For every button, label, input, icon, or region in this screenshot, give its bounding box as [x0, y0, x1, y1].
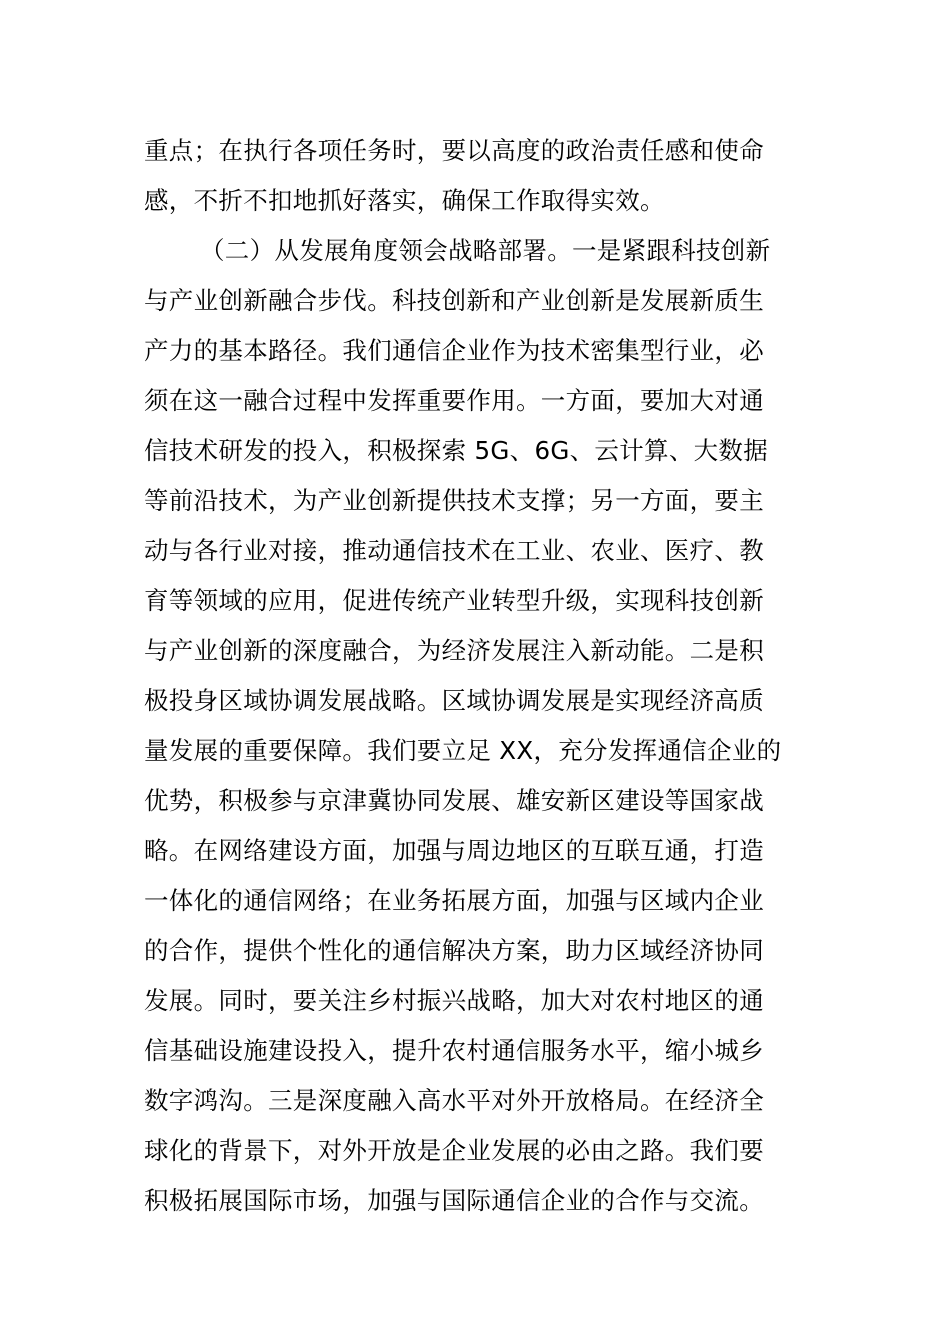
text-line: 数字鸿沟。三是深度融入高水平对外开放格局。在经济全 — [144, 1086, 764, 1115]
text-line: 信基础设施建设投入，提升农村通信服务水平，缩小城乡 — [144, 1036, 764, 1065]
text-line: 育等领域的应用，促进传统产业转型升级，实现科技创新 — [144, 586, 764, 615]
text-line: 积极拓展国际市场，加强与国际通信企业的合作与交流。 — [144, 1186, 764, 1215]
paragraph-start-line: （二）从发展角度领会战略部署。一是紧跟科技创新 — [200, 236, 771, 265]
text-line: 极投身区域协调发展战略。区域协调发展是实现经济高质 — [144, 686, 764, 715]
text-line: 动与各行业对接，推动通信技术在工业、农业、医疗、教 — [144, 536, 764, 565]
text-line: 产力的基本路径。我们通信企业作为技术密集型行业，必 — [144, 336, 764, 365]
text-line: 与产业创新融合步伐。科技创新和产业创新是发展新质生 — [144, 286, 764, 315]
text-line: 与产业创新的深度融合，为经济发展注入新动能。二是积 — [144, 636, 764, 665]
text-line: 等前沿技术，为产业创新提供技术支撑；另一方面，要主 — [144, 486, 764, 515]
text-line: 略。在网络建设方面，加强与周边地区的互联互通，打造 — [144, 836, 764, 865]
text-line: 信技术研发的投入，积极探索 5G、6G、云计算、大数据 — [144, 436, 769, 465]
text-line: 优势，积极参与京津冀协同发展、雄安新区建设等国家战 — [144, 786, 764, 815]
text-line: 发展。同时，要关注乡村振兴战略，加大对农村地区的通 — [144, 986, 764, 1015]
text-line: 感，不折不扣地抓好落实，确保工作取得实效。 — [144, 186, 665, 215]
text-line: 须在这一融合过程中发挥重要作用。一方面，要加大对通 — [144, 386, 764, 415]
text-line: 一体化的通信网络；在业务拓展方面，加强与区域内企业 — [144, 886, 764, 915]
text-line: 球化的背景下，对外开放是企业发展的必由之路。我们要 — [144, 1136, 764, 1165]
text-line: 重点；在执行各项任务时，要以高度的政治责任感和使命 — [144, 136, 764, 165]
text-line: 量发展的重要保障。我们要立足 XX，充分发挥通信企业的 — [144, 736, 782, 765]
text-line: 的合作，提供个性化的通信解决方案，助力区域经济协同 — [144, 936, 764, 965]
